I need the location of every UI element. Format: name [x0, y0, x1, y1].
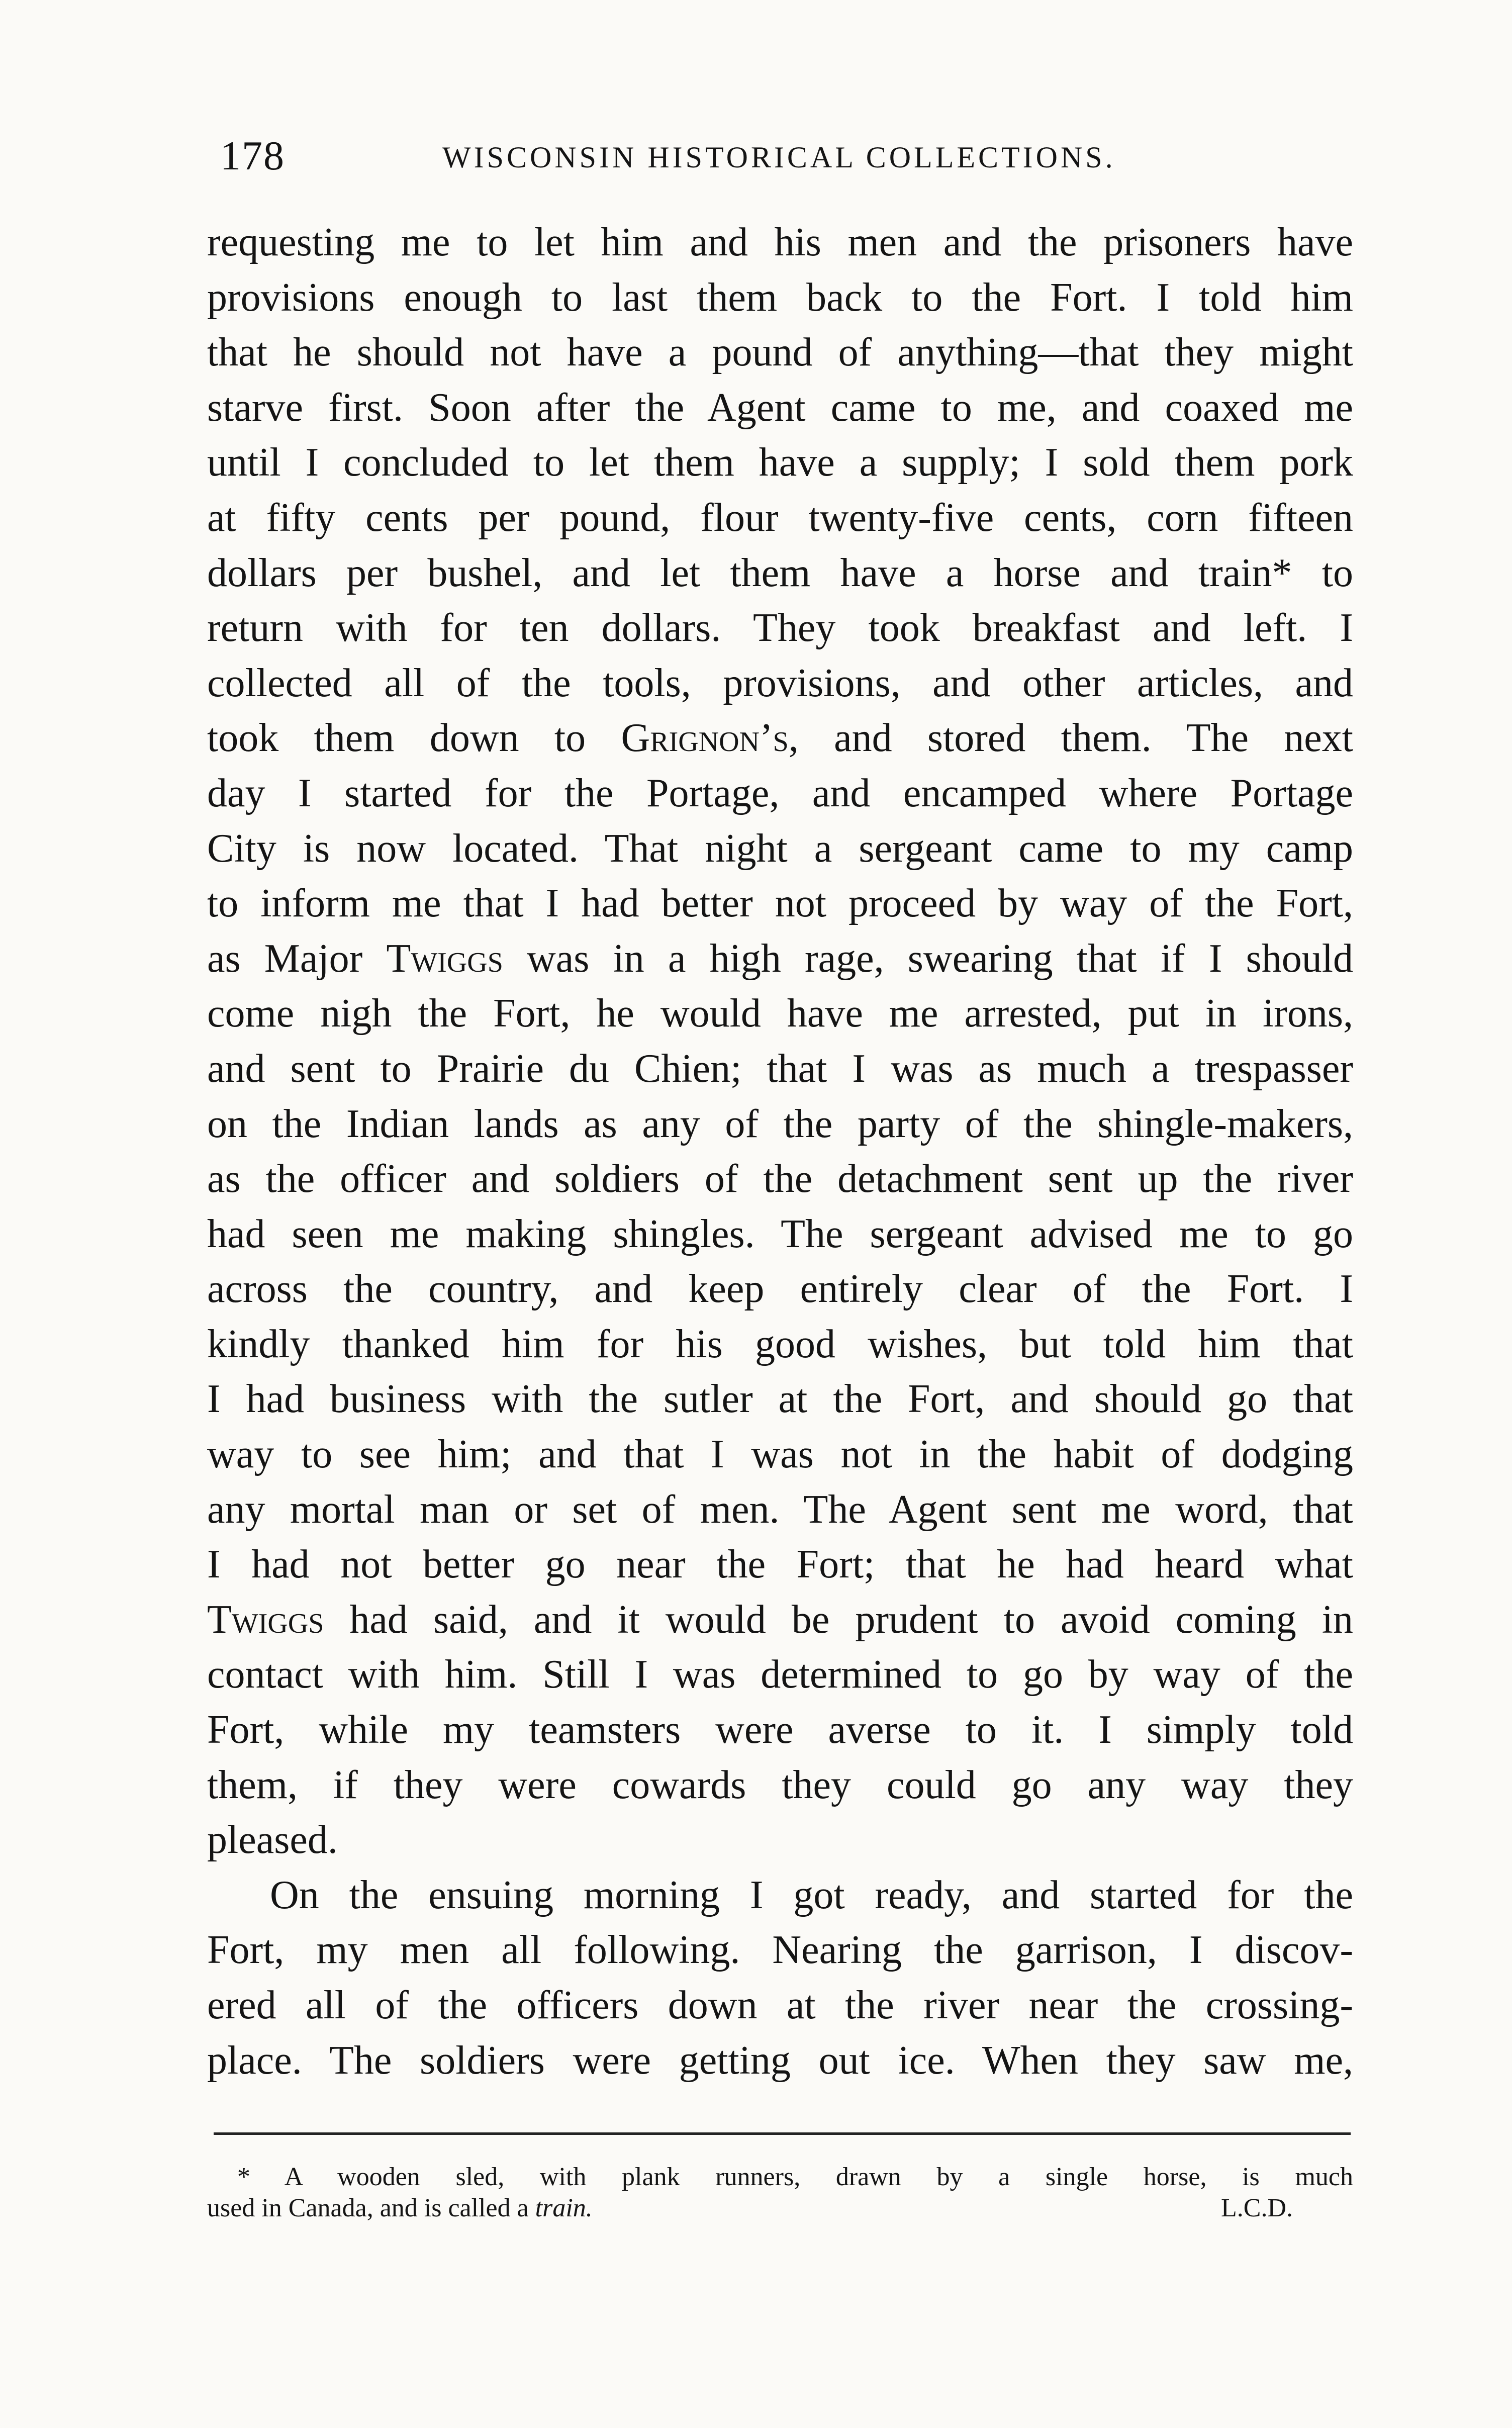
text-line: provisions enough to last them back to the Fort. I told him: [207, 275, 1353, 320]
footnote-divider: [214, 2132, 1351, 2135]
text-line: [207, 931, 1353, 987]
text-line: any mortal man or set of men. The Agent sent me word, that: [207, 1487, 1353, 1532]
text-line: dollars per bushel, and let them have a horse and train* to: [207, 550, 1353, 595]
text-segment: as Major: [207, 936, 387, 981]
text-line: I had business with the sutler at the Fort, and should go that: [207, 1377, 1353, 1422]
text-segment: was in a high rage, swearing that if I should: [503, 936, 1353, 981]
text-line: I had not better go near the Fort; that he had heard what: [207, 1542, 1353, 1587]
footnote-text: used in Canada, and is called a: [207, 2194, 535, 2222]
footnote-line: * A wooden sled, with plank runners, drawn by a single horse, is much: [237, 2163, 1353, 2191]
text-line: Fort, while my teamsters were averse to it. I simply told: [207, 1708, 1353, 1752]
text-line: to inform me that I had better not proceed by way of the Fort,: [207, 881, 1353, 926]
text-line: had seen me making shingles. The sergeant advised me to go: [207, 1211, 1353, 1256]
text-line: ered all of the officers down at the river near the crossing-: [207, 1983, 1353, 2027]
text-line: requesting me to let him and his men and the prisoners have: [207, 220, 1353, 264]
text-line: [207, 711, 1353, 766]
text-line: as the officer and soldiers of the detachment sent up the river: [207, 1157, 1353, 1201]
running-head: WISCONSIN HISTORICAL COLLECTIONS.: [442, 141, 1116, 174]
text-line: come nigh the Fort, he would have me arrested, put in irons,: [207, 991, 1353, 1036]
proper-name: Twiggs: [386, 936, 503, 981]
text-line: that he should not have a pound of anything—that they might: [207, 330, 1353, 375]
text-segment: had said, and it would be prudent to avoid coming in: [324, 1597, 1353, 1642]
proper-name: Grignon’s: [621, 716, 789, 761]
text-segment: , and stored them. The next: [788, 716, 1354, 761]
page-number: 178: [220, 133, 285, 178]
text-line: City is now located. That night a sergeant came to my camp: [207, 826, 1353, 871]
body-text: [207, 215, 1353, 2088]
text-line: until I concluded to let them have a supply; I sold them pork: [207, 440, 1353, 485]
text-line: return with for ten dollars. They took breakfast and left. I: [207, 606, 1353, 650]
text-segment: took them down to: [207, 716, 621, 761]
paragraph-end-line: pleased.: [207, 1818, 338, 1862]
text-line: day I started for the Portage, and encamped where Portage: [207, 771, 1353, 815]
text-line: place. The soldiers were getting out ice. When they saw me,: [207, 2038, 1353, 2083]
text-line: collected all of the tools, provisions, and other articles, and: [207, 661, 1353, 705]
text-line: way to see him; and that I was not in the habit of dodging: [207, 1432, 1353, 1477]
paragraph-first-line: On the ensuing morning I got ready, and started for the: [270, 1873, 1353, 1917]
proper-name: Twiggs: [207, 1597, 324, 1642]
text-line: and sent to Prairie du Chien; that I was as much a trespasser: [207, 1046, 1353, 1091]
page-header: [216, 128, 1352, 183]
footnote: [207, 2162, 1353, 2224]
text-line: contact with him. Still I was determined to go by way of the: [207, 1652, 1353, 1697]
footnote-italic-term: train.: [535, 2194, 593, 2222]
text-line: [207, 1593, 1353, 1648]
text-line: across the country, and keep entirely clear of the Fort. I: [207, 1267, 1353, 1312]
footnote-initials: L.C.D.: [1221, 2194, 1293, 2222]
text-line: starve first. Soon after the Agent came to me, and coaxed me: [207, 385, 1353, 430]
text-line: Fort, my men all following. Nearing the garrison, I discov-: [207, 1928, 1353, 1973]
text-line: on the Indian lands as any of the party of the shingle-makers,: [207, 1101, 1353, 1146]
text-line: kindly thanked him for his good wishes, but told him that: [207, 1322, 1353, 1366]
text-line: them, if they were cowards they could go any way they: [207, 1762, 1353, 1807]
text-line: at fifty cents per pound, flour twenty-five cents, corn fifteen: [207, 495, 1353, 540]
footnote-line: [207, 2193, 1353, 2224]
